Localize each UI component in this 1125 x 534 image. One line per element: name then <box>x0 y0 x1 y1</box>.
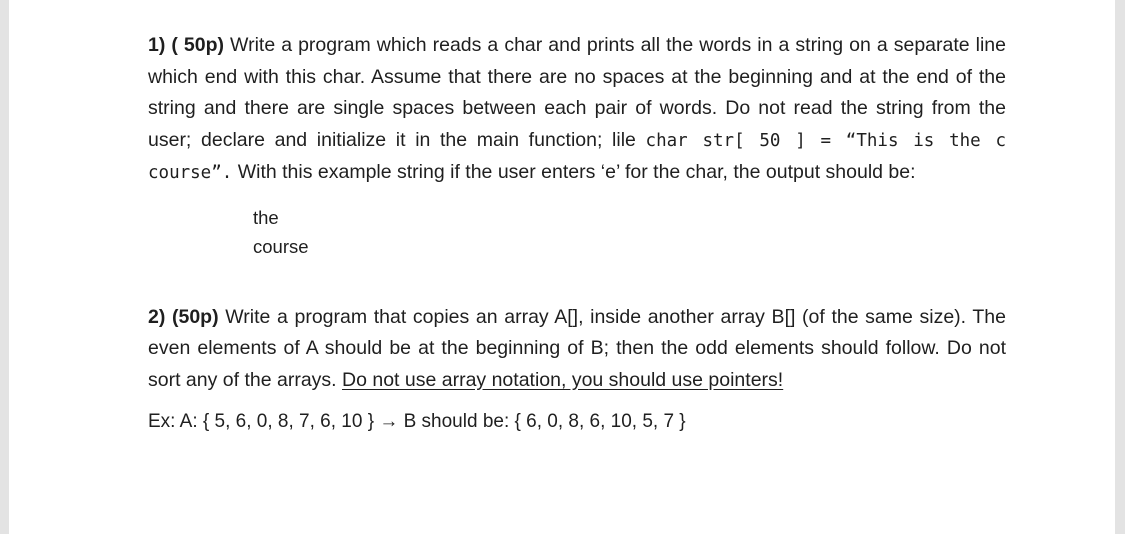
question-1-number: 1) ( 50p) <box>148 34 224 56</box>
question-2 <box>148 302 1006 397</box>
question-1-text: Write a program which reads a char and prints all the words in a string on a separate line which end with this char. Assume that there are no spaces at the beginning and at the end of the string and there are single spaces between each pair of words. Do not read the string from the user; declare and initialize it in the main function; lile <box>148 34 1006 151</box>
document-content <box>148 30 1006 437</box>
question-2-underlined-instruction: Do not use array notation, you should use pointers! <box>342 368 784 391</box>
document-page <box>9 0 1115 534</box>
question-2-text: Write a program that copies an array A[], inside another array B[] (of the same size). The even elements of A should be at the beginning of B; then the odd elements should follow. Do not sort any of the arrays. <box>148 305 1006 391</box>
question-1 <box>148 30 1006 190</box>
question-2-number: 2) (50p) <box>148 305 219 328</box>
question-1-code: char str[ 50 ] = “This is the c course”. <box>148 130 1006 183</box>
output-line: the <box>253 206 279 228</box>
question-2-example: Ex: A: { 5, 6, 0, 8, 7, 6, 10 } → B should be: { 6, 0, 8, 6, 10, 5, 7 } <box>148 411 686 432</box>
example-output <box>253 203 1006 261</box>
output-line: course <box>253 235 309 257</box>
question-1-text-continued: With this example string if the user enters ‘e’ for the char, the output should be: <box>232 161 916 183</box>
